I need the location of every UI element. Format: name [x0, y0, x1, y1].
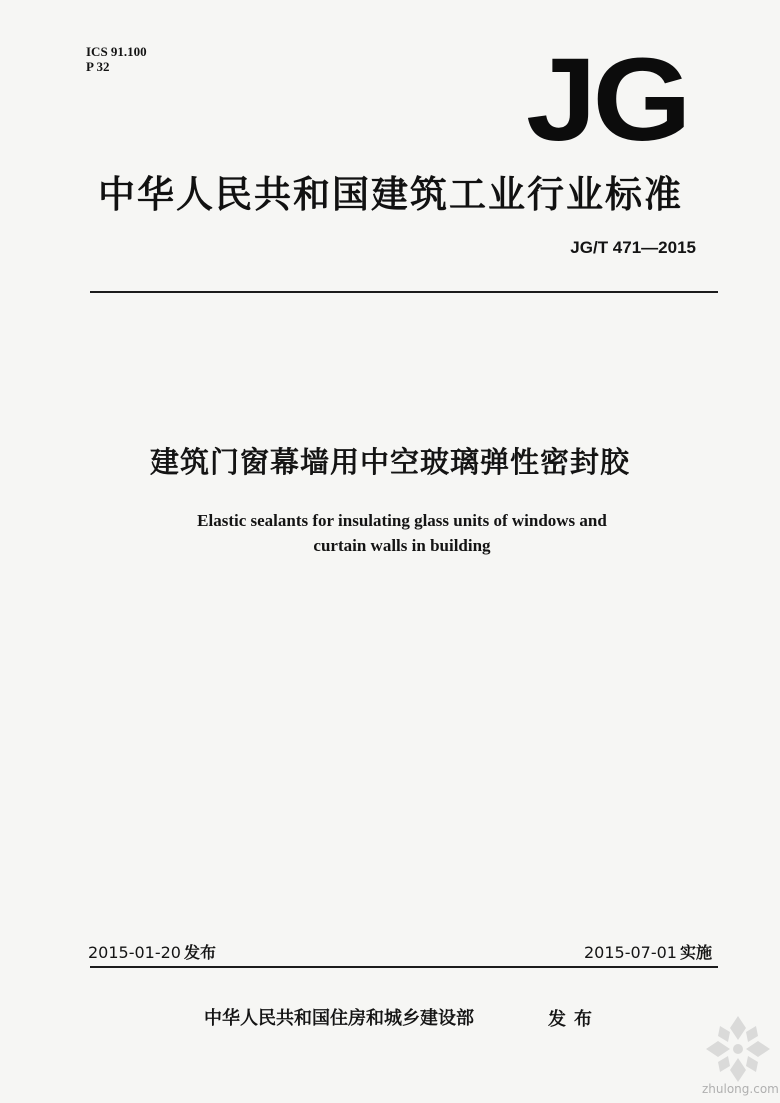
- issue-date-value: 2015-01-20: [88, 943, 181, 962]
- watermark-text: zhulong.com: [702, 1082, 779, 1096]
- publisher-name: 中华人民共和国住房和城乡建设部: [204, 1008, 474, 1029]
- jg-logo: JG: [526, 34, 688, 166]
- issue-date-label: 发布: [183, 943, 216, 962]
- bottom-divider: [90, 966, 718, 968]
- top-divider: [90, 291, 718, 293]
- standard-category: 中华人民共和国建筑工业行业标准: [98, 173, 683, 216]
- implementation-date-value: 2015-07-01: [584, 943, 677, 962]
- implementation-date-label: 实施: [679, 943, 712, 962]
- classification-codes: [86, 44, 147, 74]
- publish-label: 发布: [548, 1009, 600, 1030]
- title-english-line-2: curtain walls in building: [313, 536, 491, 555]
- standard-number: JG/T 471—2015: [570, 238, 696, 257]
- title-chinese: 建筑门窗幕墙用中空玻璃弹性密封胶: [149, 445, 630, 479]
- issue-date: [88, 940, 216, 963]
- ics-code: ICS 91.100: [86, 44, 147, 59]
- ccs-code: P 32: [86, 59, 110, 74]
- implementation-date: [584, 940, 712, 963]
- title-english: [0, 508, 780, 558]
- title-english-line-1: Elastic sealants for insulating glass units of windows and: [197, 511, 607, 530]
